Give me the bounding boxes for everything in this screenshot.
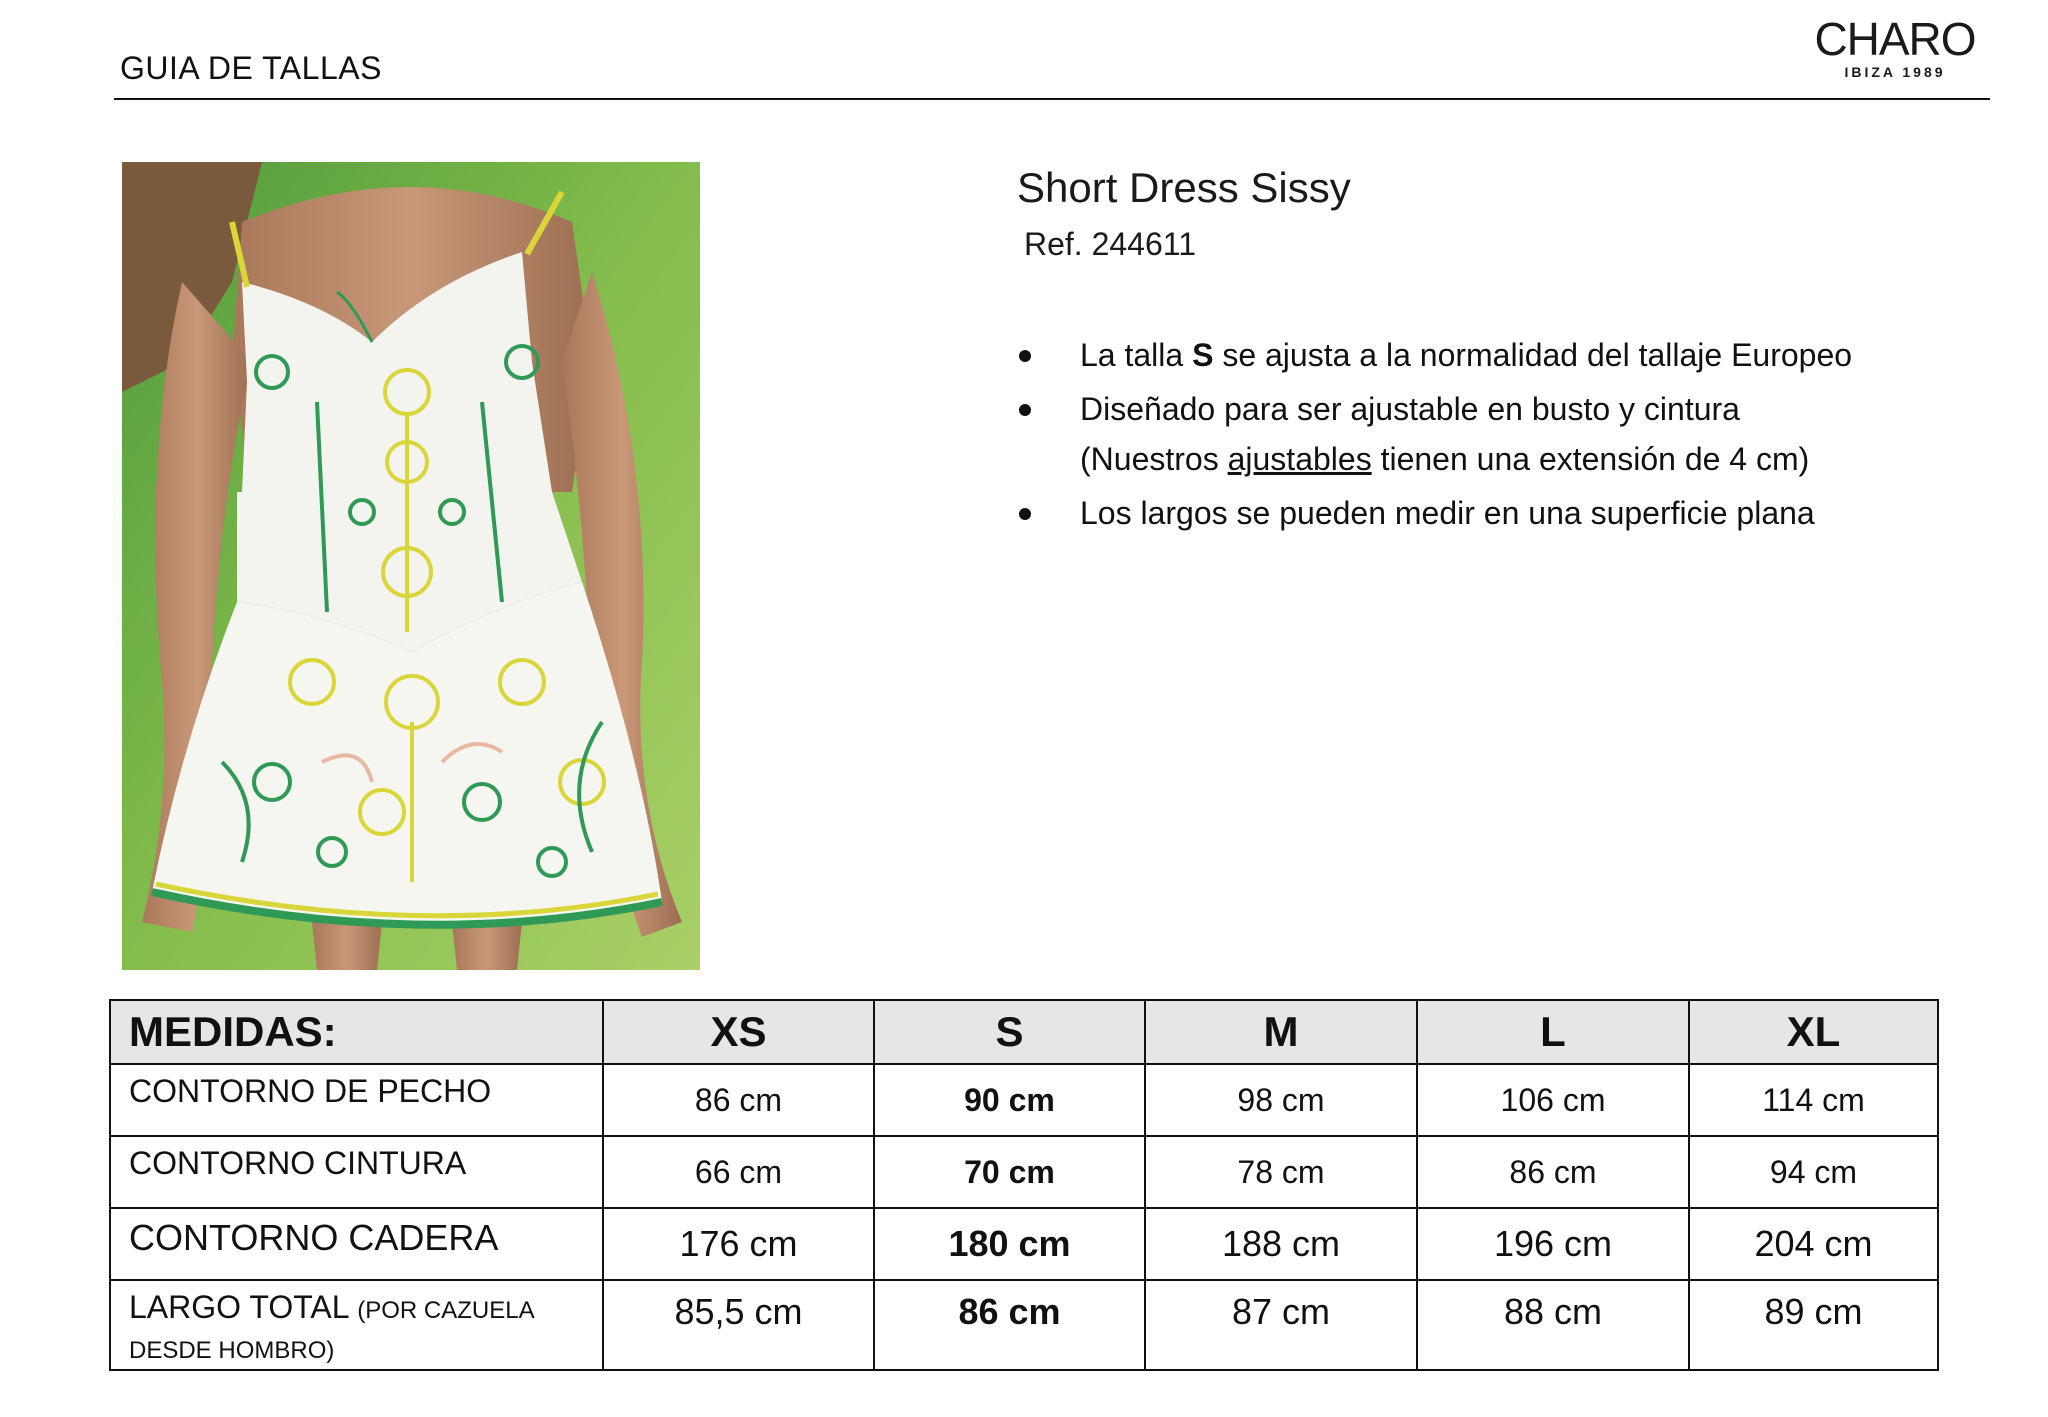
table-cell: 98 cm [1145,1064,1417,1136]
fit-note: La talla S se ajusta a la normalidad del tallaje Europeo [1015,330,1955,380]
table-cell: 86 cm [874,1280,1145,1370]
table-cell: 86 cm [603,1064,874,1136]
table-cell: 114 cm [1689,1064,1938,1136]
bullet-icon [1019,350,1031,362]
table-cell: 94 cm [1689,1136,1938,1208]
brand-name: CHARO [1814,13,1976,65]
table-cell: 88 cm [1417,1280,1689,1370]
brand-logo [1800,14,1990,80]
table-cell: 188 cm [1145,1208,1417,1280]
table-cell: 87 cm [1145,1280,1417,1370]
table-cell: 106 cm [1417,1064,1689,1136]
table-cell: 90 cm [874,1064,1145,1136]
underlined-term: ajustables [1227,441,1372,477]
table-row [110,1208,1938,1280]
header-size-xl: XL [1689,1000,1938,1064]
table-cell: 70 cm [874,1136,1145,1208]
product-photo [122,162,700,970]
table-cell: 176 cm [603,1208,874,1280]
fit-notes-list [1015,330,1955,542]
row-label-note: (POR CAZUELA DESDE HOMBRO) [129,1297,534,1364]
bullet-icon [1019,404,1031,416]
header-size-s: S [874,1000,1145,1064]
brand-subtitle: IBIZA 1989 [1844,64,1946,80]
highlight-size: S [1192,337,1214,373]
table-cell: 204 cm [1689,1208,1938,1280]
header-divider [114,98,1990,100]
table-row [110,1064,1938,1136]
product-ref: Ref. 244611 [1024,226,1196,262]
fit-note: Los largos se pueden medir en una superficie plana [1015,488,1955,538]
table-cell: 66 cm [603,1136,874,1208]
header-measurements: MEDIDAS: [110,1000,603,1064]
row-label: CONTORNO CADERA [110,1208,603,1280]
product-title: Short Dress Sissy [1017,164,1351,211]
row-label: LARGO TOTAL (POR CAZUELA DESDE HOMBRO) [110,1280,603,1370]
fit-note: Diseñado para ser ajustable en busto y cintura (Nuestros ajustables tienen una extensión de 4 cm) [1015,384,1955,484]
table-cell: 196 cm [1417,1208,1689,1280]
page-title: GUIA DE TALLAS [120,50,382,86]
size-chart-table [109,999,1939,1371]
table-cell: 89 cm [1689,1280,1938,1370]
row-label: CONTORNO DE PECHO [110,1064,603,1136]
row-label: CONTORNO CINTURA [110,1136,603,1208]
table-cell: 85,5 cm [603,1280,874,1370]
table-cell: 86 cm [1417,1136,1689,1208]
header-size-l: L [1417,1000,1689,1064]
bullet-icon [1019,508,1031,520]
table-row [110,1280,1938,1370]
header-size-xs: XS [603,1000,874,1064]
table-header-row [110,1000,1938,1064]
table-cell: 180 cm [874,1208,1145,1280]
table-row [110,1136,1938,1208]
table-cell: 78 cm [1145,1136,1417,1208]
header-size-m: M [1145,1000,1417,1064]
